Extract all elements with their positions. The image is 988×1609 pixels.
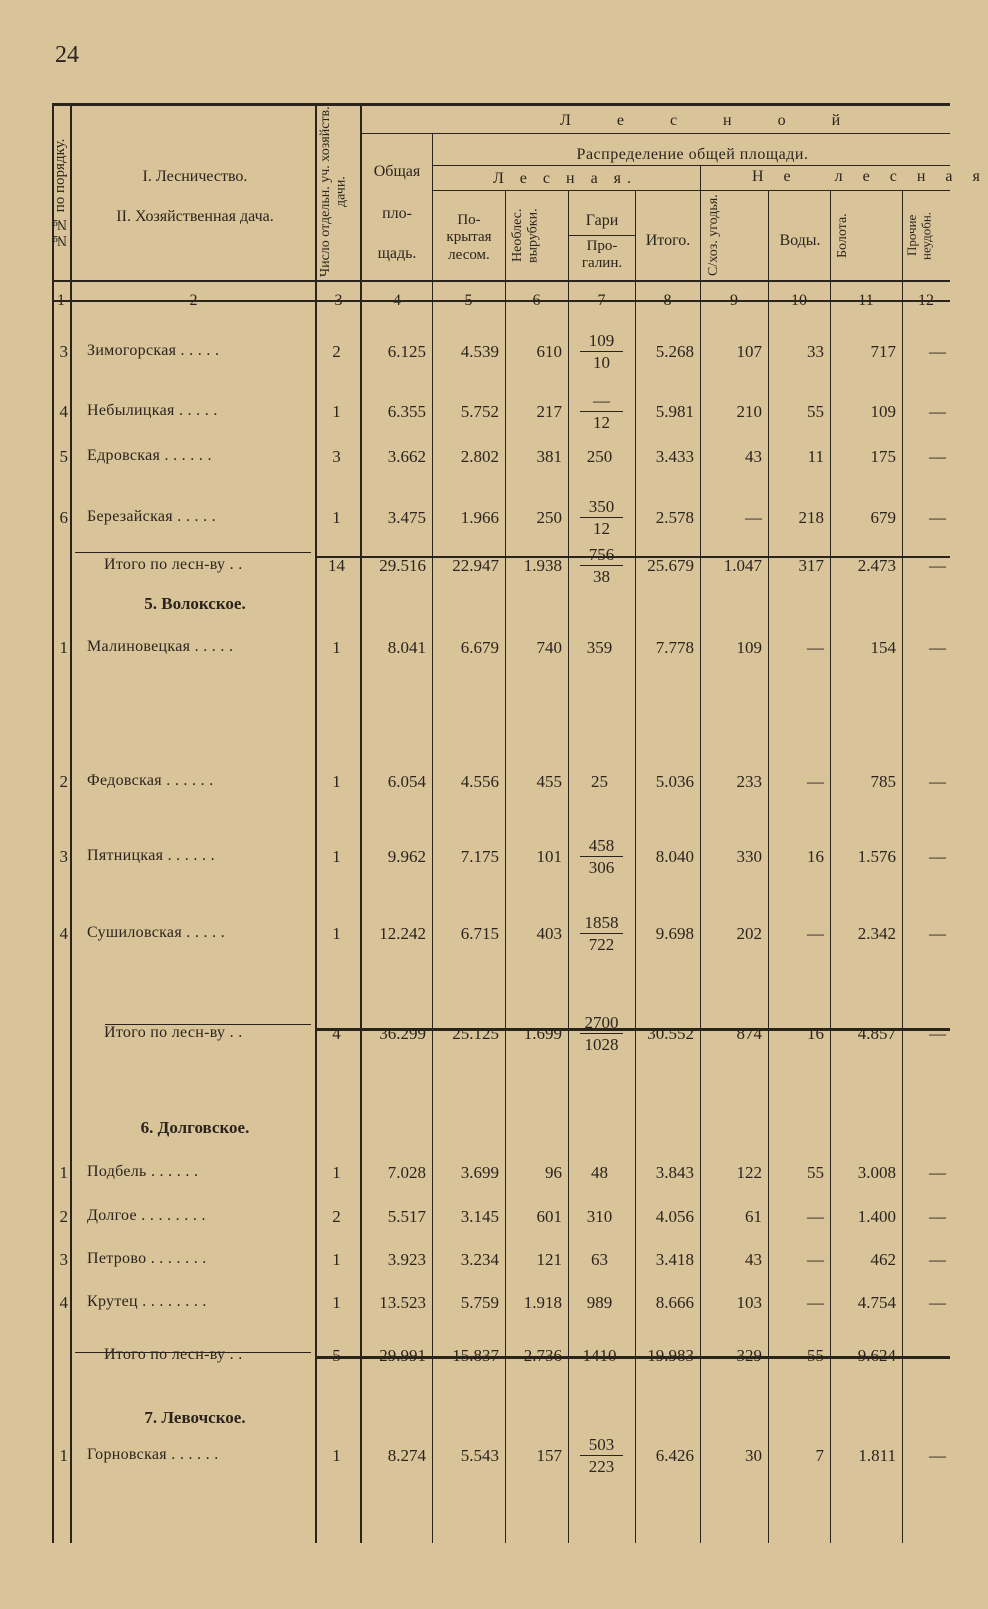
cell-c4: 6.355 bbox=[387, 402, 426, 421]
column-number: 10 bbox=[791, 292, 807, 309]
col-header-total-area-1: Общая bbox=[373, 163, 421, 180]
cell-c10: — bbox=[807, 1250, 824, 1269]
burns-glades-fraction bbox=[580, 390, 623, 434]
header-ne-lesnaya: Н е л е с н а я bbox=[752, 168, 988, 185]
cell-c10: — bbox=[807, 1293, 824, 1312]
cell-c10: — bbox=[807, 924, 824, 943]
cell-no: 2 bbox=[59, 772, 68, 791]
cell-no: 4 bbox=[59, 402, 68, 421]
cell-no: 6 bbox=[59, 508, 68, 527]
cell-c9: 30 bbox=[745, 1446, 762, 1465]
cell-c11: 109 bbox=[870, 402, 896, 421]
glades-value: 12 bbox=[593, 519, 610, 539]
cell-c8: 5.268 bbox=[655, 342, 694, 361]
glades-value: 722 bbox=[588, 935, 615, 955]
cell-c5: 4.539 bbox=[460, 342, 499, 361]
cell-c8: 2.578 bbox=[655, 508, 694, 527]
cell-c5: 5.752 bbox=[460, 402, 499, 421]
cell-c12: — bbox=[929, 447, 946, 466]
cell-c11: 4.754 bbox=[857, 1293, 896, 1312]
cell-c12: — bbox=[929, 402, 946, 421]
cell-c4: 3.662 bbox=[387, 447, 426, 466]
column-number: 12 bbox=[918, 292, 934, 309]
cell-c6: 1.918 bbox=[523, 1293, 562, 1312]
cell-c6: 610 bbox=[536, 342, 562, 361]
burns-value: 503 bbox=[580, 1434, 623, 1456]
col-header-cuttings: Необлес. вырубки. bbox=[510, 208, 541, 263]
cell-c11: 785 bbox=[870, 772, 896, 791]
cell-c12: — bbox=[929, 1207, 946, 1226]
col-header-forestry: I. Лесничество. bbox=[142, 168, 248, 185]
col-header-other: Прочие неудобн. bbox=[904, 211, 934, 260]
cell-no: 3 bbox=[59, 847, 68, 866]
cell-c12: — bbox=[929, 1163, 946, 1182]
cell-c4: 8.041 bbox=[387, 638, 426, 657]
cell-c3: 1 bbox=[332, 402, 341, 421]
cell-c8: 6.426 bbox=[655, 1446, 694, 1465]
dacha-name: Подбель . . . . . . bbox=[87, 1163, 199, 1180]
glades-value: 223 bbox=[588, 1457, 615, 1477]
cell-c5: 25.125 bbox=[452, 1024, 499, 1043]
cell-c5: 3.145 bbox=[460, 1207, 499, 1226]
dacha-name: Пятницкая . . . . . . bbox=[87, 847, 215, 864]
cell-c5: 4.556 bbox=[460, 772, 499, 791]
dacha-name: Зимогорская . . . . . bbox=[87, 342, 220, 359]
column-number: 5 bbox=[464, 292, 473, 309]
cell-c8: 30.552 bbox=[647, 1024, 694, 1043]
cell-c11: 9.624 bbox=[857, 1346, 896, 1365]
cell-c8: 19.983 bbox=[647, 1346, 694, 1365]
burns-glades-fraction bbox=[580, 1012, 623, 1056]
cell-c6: 2.736 bbox=[523, 1346, 562, 1365]
cell-c3: 1 bbox=[332, 847, 341, 866]
cell-c11: 1.400 bbox=[857, 1207, 896, 1226]
burns-glades-fraction bbox=[580, 835, 623, 879]
cell-c9: 107 bbox=[736, 342, 762, 361]
burns-value: — bbox=[580, 390, 623, 412]
cell-c12: — bbox=[929, 556, 946, 575]
dacha-name: Горновская . . . . . . bbox=[87, 1446, 219, 1463]
burns-glades-fraction bbox=[580, 496, 623, 540]
dacha-name: Сушиловская . . . . . bbox=[87, 924, 225, 941]
col-header-burns: Гари bbox=[585, 212, 619, 229]
cell-no: 4 bbox=[59, 1293, 68, 1312]
cell-c6: 1.699 bbox=[523, 1024, 562, 1043]
cell-no: 1 bbox=[59, 638, 68, 657]
cell-c11: 4.857 bbox=[857, 1024, 896, 1043]
glades-value: 1028 bbox=[584, 1035, 619, 1055]
cell-c9: 61 bbox=[745, 1207, 762, 1226]
cell-c11: 1.811 bbox=[858, 1446, 896, 1465]
dacha-name: Долгое . . . . . . . . bbox=[87, 1207, 206, 1224]
cell-c12: — bbox=[929, 924, 946, 943]
cell-c6: 157 bbox=[536, 1446, 562, 1465]
col-header-forest-total: Итого. bbox=[645, 232, 691, 249]
cell-c12: — bbox=[929, 1250, 946, 1269]
cell-c10: — bbox=[807, 638, 824, 657]
cell-c7: 250 bbox=[586, 447, 613, 466]
cell-c10: 33 bbox=[807, 342, 824, 361]
col-header-swamps: Болота. bbox=[835, 213, 850, 258]
cell-c3: 1 bbox=[332, 1250, 341, 1269]
col-header-total-area-3: щадь. bbox=[377, 245, 417, 262]
cell-c10: 16 bbox=[807, 847, 824, 866]
cell-no: 3 bbox=[59, 342, 68, 361]
cell-c10: 55 bbox=[807, 402, 824, 421]
cell-c4: 9.962 bbox=[387, 847, 426, 866]
cell-c7: 1410 bbox=[582, 1346, 617, 1365]
cell-c8: 8.040 bbox=[655, 847, 694, 866]
cell-c6: 101 bbox=[536, 847, 562, 866]
col-header-dacha: II. Хозяйственная дача. bbox=[116, 208, 274, 225]
cell-c10: 16 bbox=[807, 1024, 824, 1043]
cell-c3: 5 bbox=[332, 1346, 341, 1365]
cell-c5: 1.966 bbox=[460, 508, 499, 527]
cell-c11: 154 bbox=[870, 638, 896, 657]
section-heading: 5. Волокское. bbox=[144, 594, 246, 613]
dacha-name: Малиновецкая . . . . . bbox=[87, 638, 234, 655]
cell-c6: 217 bbox=[536, 402, 562, 421]
cell-c4: 5.517 bbox=[387, 1207, 426, 1226]
cell-c4: 36.299 bbox=[379, 1024, 426, 1043]
cell-c9: 122 bbox=[736, 1163, 762, 1182]
cell-c9: 329 bbox=[736, 1346, 762, 1365]
burns-glades-fraction bbox=[580, 1434, 623, 1478]
cell-c11: 2.342 bbox=[857, 924, 896, 943]
cell-c12: — bbox=[929, 1293, 946, 1312]
cell-c6: 121 bbox=[536, 1250, 562, 1269]
cell-c4: 29.516 bbox=[379, 556, 426, 575]
cell-c5: 7.175 bbox=[460, 847, 499, 866]
column-number: 7 bbox=[597, 292, 606, 309]
cell-c11: 175 bbox=[870, 447, 896, 466]
cell-c8: 3.843 bbox=[655, 1163, 694, 1182]
cell-c8: 3.418 bbox=[655, 1250, 694, 1269]
cell-c3: 1 bbox=[332, 508, 341, 527]
column-number: 6 bbox=[532, 292, 541, 309]
column-number: 11 bbox=[858, 292, 874, 309]
dacha-name: Небылицкая . . . . . bbox=[87, 402, 218, 419]
cell-c3: 1 bbox=[332, 638, 341, 657]
cell-c9: — bbox=[745, 508, 762, 527]
cell-c10: 11 bbox=[807, 447, 824, 466]
column-number: 9 bbox=[730, 292, 738, 309]
burns-glades-fraction bbox=[580, 912, 623, 956]
cell-c6: 403 bbox=[536, 924, 562, 943]
cell-c12: — bbox=[929, 772, 946, 791]
col-header-covered: По- крытая лесом. bbox=[446, 212, 492, 263]
header-lesnoy: Л е с н о й bbox=[560, 112, 862, 129]
burns-value: 1858 bbox=[580, 912, 623, 934]
cell-c9: 43 bbox=[745, 447, 762, 466]
cell-c4: 3.475 bbox=[387, 508, 426, 527]
cell-c8: 7.778 bbox=[655, 638, 694, 657]
cell-c12: — bbox=[929, 1346, 946, 1365]
cell-c3: 2 bbox=[332, 342, 341, 361]
glades-value: 10 bbox=[593, 353, 610, 373]
cell-no: 4 bbox=[59, 924, 68, 943]
cell-c9: 233 bbox=[736, 772, 762, 791]
cell-c12: — bbox=[929, 1024, 946, 1043]
cell-c8: 25.679 bbox=[647, 556, 694, 575]
cell-c7: 25 bbox=[591, 772, 608, 791]
cell-c6: 96 bbox=[545, 1163, 562, 1182]
glades-value: 306 bbox=[588, 858, 615, 878]
cell-c6: 601 bbox=[536, 1207, 562, 1226]
cell-c11: 3.008 bbox=[857, 1163, 896, 1182]
cell-c5: 2.802 bbox=[460, 447, 499, 466]
dacha-name: Крутец . . . . . . . . bbox=[87, 1293, 207, 1310]
cell-c11: 462 bbox=[870, 1250, 896, 1269]
cell-c11: 717 bbox=[870, 342, 896, 361]
col-header-number: №№ по порядку. bbox=[52, 138, 68, 248]
cell-c4: 29.991 bbox=[379, 1346, 426, 1365]
cell-c10: 218 bbox=[798, 508, 824, 527]
cell-no: 3 bbox=[59, 1250, 68, 1269]
cell-c5: 22.947 bbox=[452, 556, 499, 575]
cell-c4: 13.523 bbox=[379, 1293, 426, 1312]
column-number: 8 bbox=[663, 292, 672, 309]
dacha-name: Едровская . . . . . . bbox=[87, 447, 212, 464]
cell-no: 1 bbox=[59, 1446, 68, 1465]
cell-c7: 310 bbox=[586, 1207, 613, 1226]
section-heading: 6. Долговское. bbox=[140, 1118, 250, 1137]
cell-c5: 3.699 bbox=[460, 1163, 499, 1182]
burns-value: 458 bbox=[580, 835, 623, 857]
cell-c10: — bbox=[807, 1207, 824, 1226]
cell-c9: 202 bbox=[736, 924, 762, 943]
cell-c5: 5.543 bbox=[460, 1446, 499, 1465]
cell-c10: 55 bbox=[807, 1163, 824, 1182]
column-number: 4 bbox=[393, 292, 401, 309]
cell-no: 2 bbox=[59, 1207, 68, 1226]
col-header-glades: Про- галин. bbox=[581, 238, 623, 272]
cell-c5: 5.759 bbox=[460, 1293, 499, 1312]
glades-value: 12 bbox=[593, 413, 610, 433]
glades-value: 38 bbox=[593, 567, 610, 587]
page-number: 24 bbox=[55, 42, 79, 68]
col-header-total-area-2: пло- bbox=[382, 205, 412, 222]
cell-c3: 2 bbox=[332, 1207, 341, 1226]
cell-c7: 63 bbox=[591, 1250, 608, 1269]
col-header-parcels: Число отдельн. уч. хозяйств. дачи. bbox=[318, 106, 349, 278]
cell-c4: 6.125 bbox=[387, 342, 426, 361]
cell-c3: 1 bbox=[332, 772, 341, 791]
dacha-name: Федовская . . . . . . bbox=[87, 772, 214, 789]
cell-c8: 9.698 bbox=[655, 924, 694, 943]
cell-c9: 330 bbox=[736, 847, 762, 866]
cell-c4: 6.054 bbox=[387, 772, 426, 791]
cell-c7: 989 bbox=[586, 1293, 613, 1312]
cell-c5: 6.679 bbox=[460, 638, 499, 657]
cell-c12: — bbox=[929, 342, 946, 361]
cell-c12: — bbox=[929, 638, 946, 657]
burns-value: 756 bbox=[580, 544, 623, 566]
cell-c3: 1 bbox=[332, 1446, 341, 1465]
cell-c5: 15.837 bbox=[452, 1346, 499, 1365]
cell-c6: 381 bbox=[536, 447, 562, 466]
cell-no: 5 bbox=[59, 447, 68, 466]
cell-c6: 740 bbox=[536, 638, 562, 657]
cell-c9: 43 bbox=[745, 1250, 762, 1269]
cell-c3: 4 bbox=[332, 1024, 341, 1043]
cell-c4: 7.028 bbox=[387, 1163, 426, 1182]
cell-c8: 5.981 bbox=[655, 402, 694, 421]
cell-c9: 109 bbox=[736, 638, 762, 657]
cell-c4: 8.274 bbox=[387, 1446, 426, 1465]
total-row-label: Итого по лесн-ву . . bbox=[104, 1024, 243, 1041]
cell-c10: 7 bbox=[815, 1446, 824, 1465]
header-lesnaya: Л е с н а я. bbox=[492, 170, 638, 187]
cell-c11: 679 bbox=[870, 508, 896, 527]
cell-c7: 359 bbox=[586, 638, 613, 657]
dacha-name: Березайская . . . . . bbox=[87, 508, 216, 525]
burns-value: 2700 bbox=[580, 1012, 623, 1034]
col-header-water: Воды. bbox=[779, 232, 821, 249]
cell-c3: 1 bbox=[332, 924, 341, 943]
col-header-agri: С/хоз. угодья. bbox=[706, 194, 721, 277]
cell-c7: 48 bbox=[591, 1163, 608, 1182]
cell-c6: 1.938 bbox=[523, 556, 562, 575]
cell-c4: 3.923 bbox=[387, 1250, 426, 1269]
header-distribution: Распределение общей площади. bbox=[576, 146, 809, 163]
cell-c10: 317 bbox=[798, 556, 824, 575]
cell-c8: 4.056 bbox=[655, 1207, 694, 1226]
cell-c12: — bbox=[929, 1446, 946, 1465]
section-heading: 7. Левочское. bbox=[144, 1408, 246, 1427]
cell-c3: 14 bbox=[328, 556, 345, 575]
cell-c11: 2.473 bbox=[857, 556, 896, 575]
cell-c3: 1 bbox=[332, 1163, 341, 1182]
cell-c10: — bbox=[807, 772, 824, 791]
cell-c10: 55 bbox=[807, 1346, 824, 1365]
cell-c6: 455 bbox=[536, 772, 562, 791]
column-number: 2 bbox=[189, 292, 198, 309]
cell-c8: 8.666 bbox=[655, 1293, 694, 1312]
cell-c9: 103 bbox=[736, 1293, 762, 1312]
cell-c6: 250 bbox=[536, 508, 562, 527]
burns-value: 109 bbox=[580, 330, 623, 352]
dacha-name: Петрово . . . . . . . bbox=[87, 1250, 207, 1267]
column-number: 1 bbox=[57, 292, 65, 309]
cell-c3: 3 bbox=[332, 447, 341, 466]
burns-glades-fraction bbox=[580, 544, 623, 588]
total-row-label: Итого по лесн-ву . . bbox=[104, 556, 243, 573]
burns-glades-fraction bbox=[580, 330, 623, 374]
cell-c9: 210 bbox=[736, 402, 762, 421]
cell-c11: 1.576 bbox=[857, 847, 896, 866]
burns-value: 350 bbox=[580, 496, 623, 518]
cell-c3: 1 bbox=[332, 1293, 341, 1312]
cell-c12: — bbox=[929, 508, 946, 527]
cell-c8: 5.036 bbox=[655, 772, 694, 791]
cell-c9: 874 bbox=[736, 1024, 762, 1043]
cell-c5: 6.715 bbox=[460, 924, 499, 943]
cell-c12: — bbox=[929, 847, 946, 866]
cell-c5: 3.234 bbox=[460, 1250, 499, 1269]
cell-c9: 1.047 bbox=[723, 556, 762, 575]
cell-c4: 12.242 bbox=[379, 924, 426, 943]
column-number: 3 bbox=[334, 292, 343, 309]
cell-c8: 3.433 bbox=[655, 447, 694, 466]
cell-no: 1 bbox=[59, 1163, 68, 1182]
total-row-label: Итого по лесн-ву . . bbox=[104, 1346, 243, 1363]
